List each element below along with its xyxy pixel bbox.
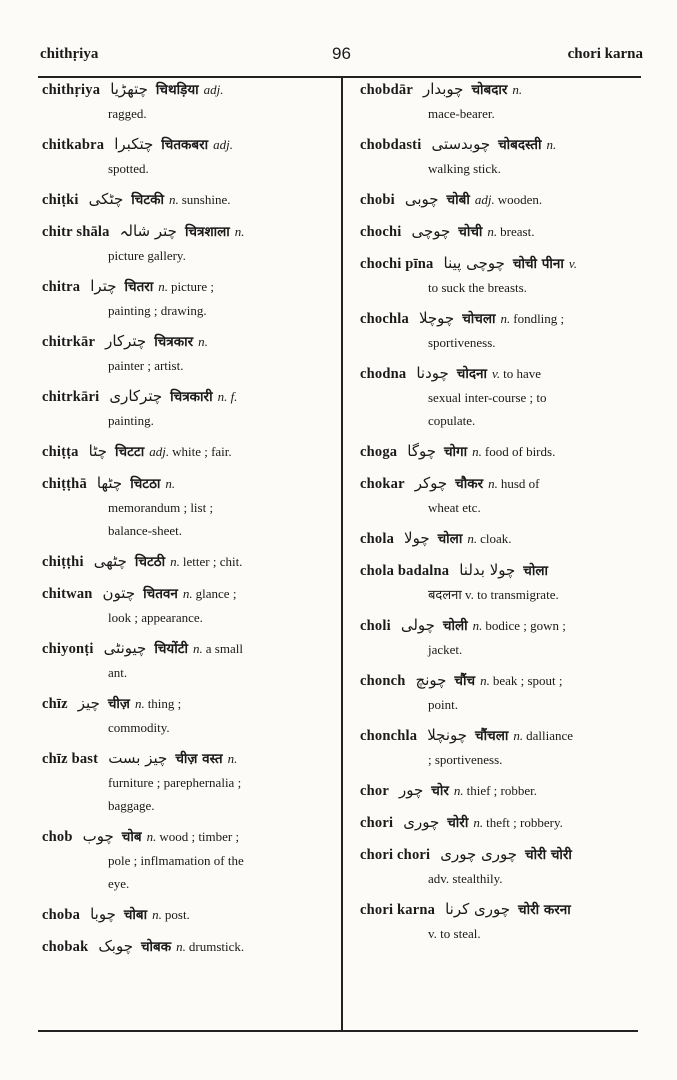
dictionary-entry bbox=[360, 559, 642, 606]
hindi-word: चोबा bbox=[123, 907, 148, 923]
headword: chori bbox=[360, 815, 394, 831]
definition-continuation: baggage. bbox=[108, 798, 155, 813]
hindi-word: चिटठा bbox=[130, 476, 161, 492]
headword: chithṛiya bbox=[42, 82, 101, 98]
dictionary-entry bbox=[42, 692, 328, 739]
part-of-speech: adj. bbox=[149, 444, 170, 459]
hindi-word: चोरी bbox=[447, 815, 469, 831]
running-head bbox=[40, 46, 643, 74]
dictionary-entry bbox=[360, 220, 642, 244]
hindi-word: चितकबरा bbox=[161, 137, 209, 153]
hindi-word: चीज़ bbox=[107, 696, 130, 712]
headword: chobi bbox=[360, 192, 395, 208]
hindi-word: चौंचला bbox=[475, 728, 509, 744]
dictionary-entry bbox=[360, 527, 642, 551]
definition-continuation: adv. stealthily. bbox=[428, 871, 503, 886]
hindi-word: चिथड़िया bbox=[155, 82, 199, 98]
definition-text: theft ; robbery. bbox=[486, 815, 563, 830]
dictionary-entry bbox=[42, 188, 328, 212]
urdu-word: چوری چوری bbox=[440, 845, 518, 863]
headword: chiṭṭa bbox=[42, 444, 79, 460]
definition-continuation: copulate. bbox=[428, 413, 476, 428]
headword: chochi bbox=[360, 224, 402, 240]
urdu-word: چوری bbox=[403, 813, 440, 831]
hindi-word: चितवन bbox=[143, 586, 178, 602]
urdu-word: چٹھا bbox=[96, 474, 123, 492]
hindi-word: चियोंटी bbox=[154, 641, 189, 657]
hindi-word: चोर bbox=[431, 783, 449, 799]
urdu-word: چٹھی bbox=[93, 552, 127, 570]
dictionary-entry bbox=[42, 825, 328, 895]
definition-continuation: v. to steal. bbox=[428, 926, 481, 941]
urdu-word: چولا bbox=[404, 529, 430, 547]
headword: chob bbox=[42, 829, 73, 845]
headword: chonch bbox=[360, 673, 406, 689]
hindi-word: चोरी करना bbox=[518, 902, 571, 918]
hindi-word: चितरा bbox=[124, 279, 154, 295]
urdu-word: چترکاری bbox=[109, 387, 163, 405]
definition-continuation: look ; appearance. bbox=[108, 610, 203, 625]
part-of-speech: n. bbox=[500, 311, 511, 326]
dictionary-entry bbox=[42, 440, 328, 464]
dictionary-entry bbox=[42, 550, 328, 574]
dictionary-entry bbox=[42, 133, 328, 180]
urdu-word: چوب bbox=[82, 827, 114, 845]
part-of-speech: n. bbox=[512, 82, 523, 97]
definition-continuation: jacket. bbox=[428, 642, 463, 657]
part-of-speech: n. bbox=[453, 783, 464, 798]
definition-continuation: painting. bbox=[108, 413, 154, 428]
urdu-word: چوبدار bbox=[422, 80, 464, 98]
dictionary-entry bbox=[360, 133, 642, 180]
page-number: 96 bbox=[332, 44, 351, 63]
part-of-speech: n. bbox=[472, 444, 482, 459]
urdu-word: چٹا bbox=[88, 442, 108, 460]
headword: chīz bast bbox=[42, 751, 99, 767]
dictionary-entry bbox=[360, 898, 642, 945]
part-of-speech: n. bbox=[193, 641, 203, 656]
guide-word-left: chithṛiya bbox=[40, 46, 99, 62]
definition-continuation: eye. bbox=[108, 876, 130, 891]
hindi-word: चोबदार bbox=[471, 82, 508, 98]
urdu-word: چوگا bbox=[407, 442, 436, 460]
definition-text: to have bbox=[503, 366, 541, 381]
hindi-word: चोदना bbox=[456, 366, 488, 382]
definition-text: beak ; spout ; bbox=[492, 673, 563, 688]
definition-continuation: picture gallery. bbox=[108, 248, 186, 263]
definition-continuation: बदलना v. to transmigrate. bbox=[428, 587, 559, 602]
dictionary-entry bbox=[360, 440, 642, 464]
hindi-word: चोची bbox=[458, 224, 483, 240]
urdu-word: چیونٹی bbox=[103, 639, 147, 657]
definition-continuation: painter ; artist. bbox=[108, 358, 184, 373]
definition-continuation: to suck the breasts. bbox=[428, 280, 527, 295]
dictionary-entry bbox=[42, 330, 328, 377]
definition-continuation: sexual inter-course ; to bbox=[428, 390, 547, 405]
definition-text: breast. bbox=[500, 224, 535, 239]
part-of-speech: n. bbox=[165, 476, 176, 491]
part-of-speech: n. bbox=[513, 728, 524, 743]
definition-text: picture ; bbox=[171, 279, 215, 294]
part-of-speech: n. bbox=[158, 279, 169, 294]
hindi-word: चित्रकारी bbox=[170, 389, 213, 405]
headword: choga bbox=[360, 444, 398, 460]
dictionary-entry bbox=[42, 903, 328, 927]
definition-continuation: memorandum ; list ; bbox=[108, 500, 214, 515]
definition-text: husd of bbox=[500, 476, 540, 491]
hindi-word: चिटकी bbox=[131, 192, 164, 208]
definition-continuation: wheat etc. bbox=[428, 500, 481, 515]
headword: chori chori bbox=[360, 847, 431, 863]
urdu-word: چترا bbox=[90, 277, 117, 295]
urdu-word: چونچلا bbox=[427, 726, 468, 744]
dictionary-entry bbox=[42, 747, 328, 817]
urdu-word: چوبک bbox=[98, 937, 133, 955]
part-of-speech: n. bbox=[480, 673, 490, 688]
headword: chiṭṭhi bbox=[42, 554, 84, 570]
dictionary-entry bbox=[42, 582, 328, 629]
headword: chola badalna bbox=[360, 563, 450, 579]
definition-text: a small bbox=[205, 641, 243, 656]
part-of-speech: n. bbox=[473, 815, 484, 830]
urdu-word: چوچلا bbox=[418, 309, 455, 327]
dictionary-entry bbox=[360, 811, 642, 835]
definition-text: thing ; bbox=[147, 696, 182, 711]
hindi-word: चोली bbox=[442, 618, 468, 634]
headword: chochla bbox=[360, 311, 409, 327]
headword: choba bbox=[42, 907, 81, 923]
dictionary-entry bbox=[360, 362, 642, 432]
dictionary-entry bbox=[360, 307, 642, 354]
urdu-word: چترکار bbox=[105, 332, 147, 350]
part-of-speech: v. bbox=[568, 256, 577, 271]
definition-text: drumstick. bbox=[188, 939, 245, 954]
guide-word-right: chori karna bbox=[567, 46, 643, 62]
part-of-speech: n. bbox=[472, 618, 483, 633]
urdu-word: چولی bbox=[400, 616, 435, 634]
hindi-word: चोबी bbox=[446, 192, 470, 208]
part-of-speech: n. bbox=[227, 751, 238, 766]
part-of-speech: n. f. bbox=[217, 389, 238, 404]
definition-text: dalliance bbox=[526, 728, 574, 743]
part-of-speech: adj. bbox=[474, 192, 495, 207]
headword: chīz bbox=[42, 696, 68, 712]
part-of-speech: n. bbox=[152, 907, 162, 922]
dictionary-entry bbox=[360, 188, 642, 212]
part-of-speech: n. bbox=[467, 531, 478, 546]
definition-text: fondling ; bbox=[513, 311, 565, 326]
urdu-word: چونچ bbox=[415, 671, 447, 689]
right-column bbox=[360, 78, 642, 1028]
definition-text: bodice ; gown ; bbox=[485, 618, 566, 633]
dictionary-entry bbox=[42, 472, 328, 542]
dictionary-entry bbox=[360, 843, 642, 890]
urdu-word: چولا بدلنا bbox=[459, 561, 516, 579]
footer-rule bbox=[38, 1030, 638, 1032]
part-of-speech: adj. bbox=[203, 82, 224, 97]
dictionary-entry bbox=[42, 935, 328, 959]
urdu-word: چتون bbox=[102, 584, 136, 602]
headword: chitra bbox=[42, 279, 81, 295]
headword: chiṭki bbox=[42, 192, 79, 208]
urdu-word: چور bbox=[399, 781, 424, 799]
headword: chor bbox=[360, 783, 389, 799]
dictionary-entry bbox=[42, 275, 328, 322]
dictionary-entry bbox=[360, 252, 642, 299]
headword: chitwan bbox=[42, 586, 93, 602]
definition-text: thief ; robber. bbox=[466, 783, 538, 798]
hindi-word: चोचला bbox=[462, 311, 496, 327]
hindi-word: चित्रकार bbox=[154, 334, 194, 350]
dictionary-entry bbox=[42, 220, 328, 267]
definition-text: food of birds. bbox=[484, 444, 556, 459]
headword: chitrkār bbox=[42, 334, 96, 350]
part-of-speech: n. bbox=[134, 696, 145, 711]
dictionary-entry bbox=[42, 78, 328, 125]
part-of-speech: v. bbox=[492, 366, 501, 381]
part-of-speech: n. bbox=[234, 224, 245, 239]
definition-text: wooden. bbox=[497, 192, 543, 207]
definition-continuation: commodity. bbox=[108, 720, 170, 735]
headword: chiyonṭi bbox=[42, 641, 94, 657]
definition-text: post. bbox=[164, 907, 190, 922]
hindi-word: चोरी चोरी bbox=[525, 847, 572, 863]
headword: chitkabra bbox=[42, 137, 105, 153]
urdu-word: چوبی bbox=[404, 190, 439, 208]
hindi-word: चोब bbox=[121, 829, 142, 845]
part-of-speech: adj. bbox=[213, 137, 234, 152]
hindi-word: चोला bbox=[437, 531, 463, 547]
headword: chiṭṭhā bbox=[42, 476, 87, 492]
definition-continuation: ; sportiveness. bbox=[428, 752, 503, 767]
headword: choli bbox=[360, 618, 391, 634]
headword: chobdasti bbox=[360, 137, 422, 153]
definition-continuation: walking stick. bbox=[428, 161, 501, 176]
urdu-word: چٹکی bbox=[88, 190, 124, 208]
hindi-word: चीज़ वस्त bbox=[175, 751, 223, 767]
headword: chonchla bbox=[360, 728, 418, 744]
hindi-word: चौकर bbox=[455, 476, 484, 492]
hindi-word: चिटठी bbox=[134, 554, 166, 570]
definition-continuation: balance-sheet. bbox=[108, 523, 182, 538]
definition-text: sunshine. bbox=[181, 192, 231, 207]
definition-continuation: point. bbox=[428, 697, 458, 712]
left-column bbox=[42, 78, 328, 1028]
headword: chodna bbox=[360, 366, 407, 382]
definition-continuation: mace-bearer. bbox=[428, 106, 495, 121]
urdu-word: چیز bbox=[77, 694, 100, 712]
hindi-word: चित्रशाला bbox=[184, 224, 230, 240]
definition-continuation: ant. bbox=[108, 665, 128, 680]
dictionary-entry bbox=[360, 669, 642, 716]
hindi-word: चोगा bbox=[443, 444, 468, 460]
definition-text: cloak. bbox=[480, 531, 512, 546]
dictionary-entry bbox=[42, 385, 328, 432]
dictionary-entry bbox=[360, 472, 642, 519]
hindi-word: चिटटा bbox=[115, 444, 145, 460]
headword: chitr shāla bbox=[42, 224, 110, 240]
part-of-speech: n. bbox=[488, 476, 498, 491]
part-of-speech: n. bbox=[169, 192, 179, 207]
definition-continuation: ragged. bbox=[108, 106, 147, 121]
hindi-word: चोबदस्ती bbox=[498, 137, 542, 153]
urdu-word: چوبدستی bbox=[431, 135, 491, 153]
hindi-word: चौंच bbox=[454, 673, 476, 689]
urdu-word: چتر شالہ bbox=[119, 222, 177, 240]
dictionary-entry bbox=[360, 614, 642, 661]
headword: chola bbox=[360, 531, 395, 547]
urdu-word: چوبا bbox=[90, 905, 116, 923]
definition-text: glance ; bbox=[195, 586, 237, 601]
part-of-speech: n. bbox=[170, 554, 180, 569]
definition-continuation: pole ; inflmamation of the bbox=[108, 853, 244, 868]
definition-continuation: painting ; drawing. bbox=[108, 303, 207, 318]
urdu-word: چوچی bbox=[411, 222, 451, 240]
headword: chochi pīna bbox=[360, 256, 434, 272]
part-of-speech: n. bbox=[546, 137, 557, 152]
part-of-speech: n. bbox=[198, 334, 208, 349]
definition-text: white ; fair. bbox=[172, 444, 232, 459]
urdu-word: چتھڑیا bbox=[110, 80, 148, 98]
urdu-word: چوکر bbox=[414, 474, 448, 492]
hindi-word: चोबक bbox=[140, 939, 172, 955]
part-of-speech: n. bbox=[182, 586, 193, 601]
dictionary-entry bbox=[360, 779, 642, 803]
definition-text: wood ; timber ; bbox=[159, 829, 240, 844]
definition-text: letter ; chit. bbox=[182, 554, 243, 569]
dictionary-entry bbox=[360, 78, 642, 125]
definition-continuation: spotted. bbox=[108, 161, 149, 176]
part-of-speech: n. bbox=[487, 224, 498, 239]
urdu-word: چتکبرا bbox=[114, 135, 154, 153]
urdu-word: چیز بست bbox=[108, 749, 168, 767]
hindi-word: चोची पीना bbox=[512, 256, 564, 272]
urdu-word: چودنا bbox=[416, 364, 449, 382]
definition-continuation: furniture ; parephernalia ; bbox=[108, 775, 242, 790]
headword: chobak bbox=[42, 939, 89, 955]
headword: chobdār bbox=[360, 82, 413, 98]
headword: chitrkāri bbox=[42, 389, 100, 405]
part-of-speech: n. bbox=[146, 829, 157, 844]
urdu-word: چوچی پینا bbox=[443, 254, 505, 272]
urdu-word: چوری کرنا bbox=[445, 900, 511, 918]
part-of-speech: n. bbox=[176, 939, 186, 954]
definition-continuation: sportiveness. bbox=[428, 335, 496, 350]
column-divider bbox=[341, 78, 343, 1030]
headword: chori karna bbox=[360, 902, 436, 918]
dictionary-entry bbox=[360, 724, 642, 771]
dictionary-entry bbox=[42, 637, 328, 684]
hindi-word: चोला bbox=[523, 563, 549, 579]
headword: chokar bbox=[360, 476, 405, 492]
